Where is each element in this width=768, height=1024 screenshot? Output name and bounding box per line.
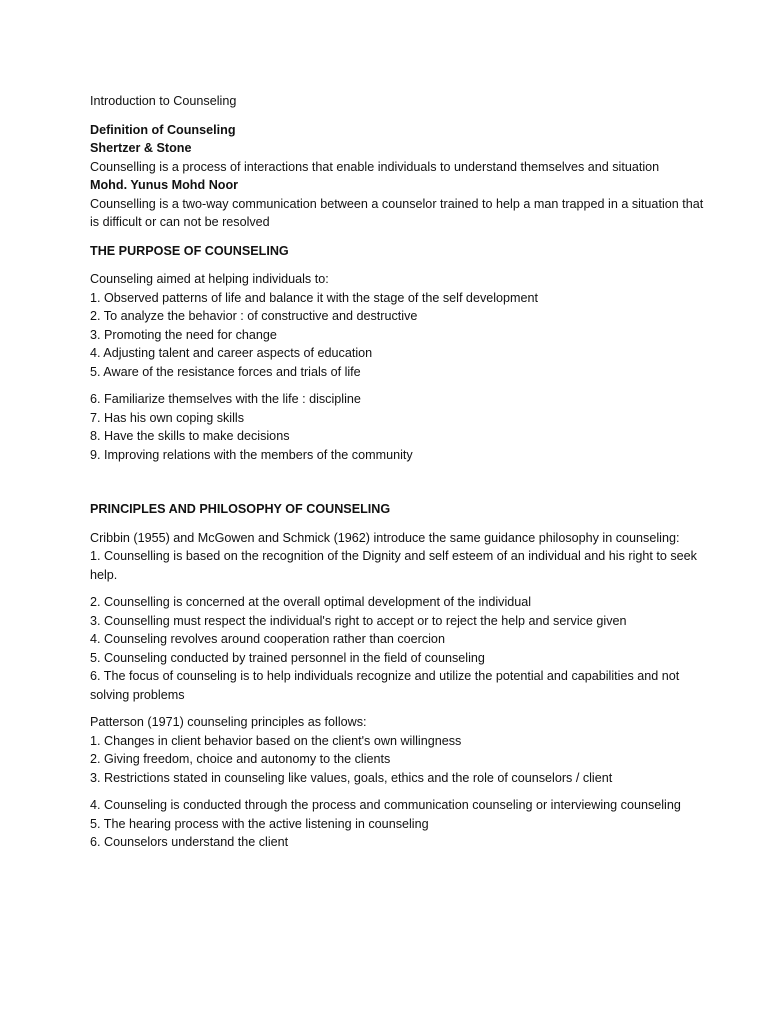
author-mohd-yunus: Mohd. Yunus Mohd Noor [90,178,239,192]
principles-heading: PRINCIPLES AND PHILOSOPHY OF COUNSELING [90,502,391,516]
list-item: 3. Counselling must respect the individual's right to accept or to reject the help and service given [90,613,627,628]
purpose-heading: THE PURPOSE OF COUNSELING [90,243,289,258]
list-item: 1. Counselling is based on the recognition of the Dignity and self esteem of an individual and his right to seek help. [90,549,697,582]
list-item: 6. The focus of counseling is to help individuals recognize and utilize the potential and capabilities and not solving problems [90,669,680,702]
list-item: 3. Promoting the need for change [90,327,277,342]
list-item: 5. Aware of the resistance forces and trials of life [90,364,361,379]
list-item: 5. Counseling conducted by trained personnel in the field of counseling [90,650,485,665]
document-title: Introduction to Counseling [90,94,237,108]
list-item: 4. Counseling is conducted through the process and communication counseling or interviewing counseling [90,798,681,812]
definition-text-1: Counselling is a process of interactions that enable individuals to understand themselves and situation [90,159,660,174]
list-item: 6. Counselors understand the client [90,835,289,849]
principles-intro-1: Cribbin (1955) and McGowen and Schmick (1962) introduce the same guidance philosophy in counseling: [90,530,680,545]
list-item: 1. Observed patterns of life and balance it with the stage of the self development [90,290,539,305]
list-item: 3. Restrictions stated in counseling like values, goals, ethics and the role of counselors / client [90,770,613,785]
list-item: 7. Has his own coping skills [90,410,244,425]
list-item: 4. Adjusting talent and career aspects of education [90,346,373,360]
list-item: 4. Counseling revolves around cooperation rather than coercion [90,632,445,646]
purpose-intro: Counseling aimed at helping individuals to: [90,272,329,286]
definition-heading: Definition of Counseling [90,122,236,137]
list-item: 9. Improving relations with the members of the community [90,447,413,462]
list-item: 5. The hearing process with the active listening in counseling [90,816,429,831]
list-item: 2. To analyze the behavior : of constructive and destructive [90,309,418,323]
principles-section [90,500,708,852]
principles-intro-2: Patterson (1971) counseling principles as follows: [90,715,367,729]
definition-text-2: Counselling is a two-way communication between a counselor trained to help a man trapped in a situation that is difficult or can not be resolved [90,196,704,229]
list-item: 1. Changes in client behavior based on the client's own willingness [90,733,462,748]
list-item: 6. Familiarize themselves with the life : discipline [90,392,361,406]
list-item: 2. Giving freedom, choice and autonomy to the clients [90,752,391,766]
list-item: 8. Have the skills to make decisions [90,429,290,443]
definition-section [90,121,708,232]
purpose-section [90,242,708,465]
author-shertzer-stone: Shertzer & Stone [90,141,192,155]
list-item: 2. Counselling is concerned at the overall optimal development of the individual [90,595,532,609]
